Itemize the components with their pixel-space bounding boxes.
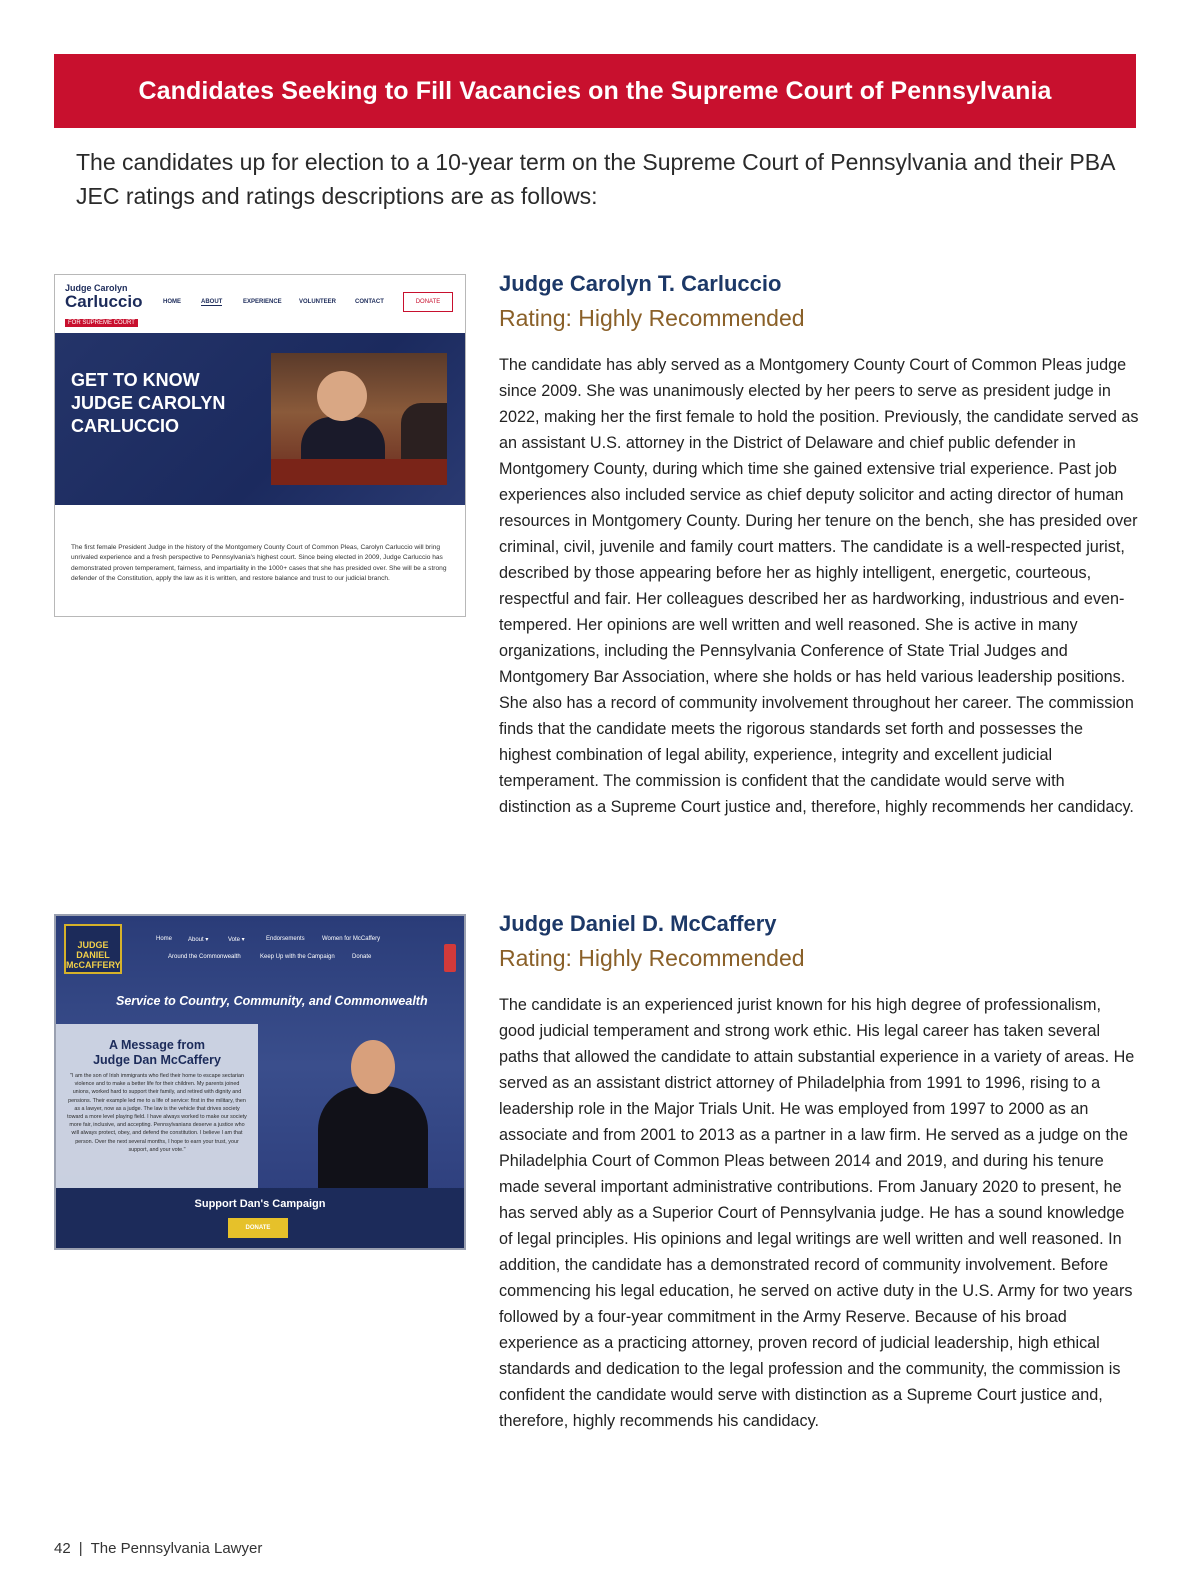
section-banner [54, 54, 1136, 128]
page-number: 42 [54, 1540, 71, 1557]
candidate-name: Judge Daniel D. McCaffery [499, 911, 777, 936]
website-tagline: Service to Country, Community, and Commonwealth [116, 994, 428, 1008]
logo-name-text: Carluccio [65, 292, 143, 311]
message-title-line: A Message from [108, 1038, 206, 1052]
social-icons [444, 944, 456, 972]
candidate-description: The candidate has ably served as a Montgomery County Court of Common Pleas judge since 2009. She was unanimously elected by her peers to serve as president judge in 2022, making her the first female to hold the position. Previously, the candidate served as an assistant U.S. attorney in the District of Delaware and chief public defender in Montgomery County, during which time she gained extensive trial experience. Past job experiences also included service as chief deputy solicitor and acting director of human resources in Montgomery County. During her tenure on the bench, she has presided over criminal, civil, juvenile and family court matters. The candidate is a well-respected jurist, described by those appearing before her as highly intelligent, energetic, courteous, respectful and fair. Her colleagues described her as hardworking, industrious and even-tempered. Her opinions are well written and well reasoned. She is active in many organizations, including the Pennsylvania Conference of State Trial Judges and Montgomery Bar Association, where she holds or has held various leadership positions. She also has a record of community involvement throughout her career. The commission finds that the candidate meets the rigorous standards set forth and possesses the highest combination of legal ability, experience, integrity and excellent judicial temperament. The commission is confident that the candidate would serve with distinction as a Supreme Court justice and, therefore, highly recommends her candidacy. [499, 356, 1139, 816]
hero-heading [71, 369, 225, 438]
section-title: Candidates Seeking to Fill Vacancies on the Supreme Court of Pennsylvania [138, 76, 1052, 105]
photo-robe [318, 1086, 428, 1190]
candidate-photo [271, 353, 447, 485]
nav-keep-up: Keep Up with the Campaign [260, 954, 335, 960]
candidate-description: The candidate is an experienced jurist known for his high degree of professionalism, good judicial temperament and strong work ethic. His legal career has taken several paths that allowed the candidate to attain substantial experience in a variety of areas. He served as an assistant district attorney of Philadelphia from 1991 to 1996, rising to a leadership role in the Major Trials Unit. He was employed from 1997 to 2000 as an associate and from 2001 to 2013 as a partner in a law firm. He served as a judge on the Philadelphia Court of Common Pleas between 2014 and 2019, and during his tenure made several important administrative contributions. From January 2020 to present, he has served ably as a Superior Court of Pennsylvania judge. He has a sound knowledge of legal principles. His opinions and legal writings are well written and well reasoned. In addition, the candidate has a demonstrated record of community involvement. Before commencing his legal education, he served on active duty in the U.S. Army for two years followed by a four-year commitment in the Army Reserve. Because of his broad experience as a practicing attorney, proven record of judicial leadership, high ethical standards and dedication to the legal profession and the community, the commission is confident the candidate would serve with distinction as a Supreme Court justice and, therefore, highly recommends his candidacy. [499, 996, 1135, 1430]
hero-line: GET TO KNOW [71, 370, 200, 390]
donate-button: DONATE [228, 1218, 288, 1238]
mccaffery-website-screenshot [54, 914, 466, 1250]
nav-home: Home [156, 936, 173, 942]
candidate-photo [318, 1040, 428, 1190]
hero-line: CARLUCCIO [71, 416, 179, 436]
website-hero [55, 333, 465, 505]
photo-face [351, 1040, 395, 1094]
nav-around: Around the Commonwealth [168, 954, 241, 960]
message-quote: "I am the son of Irish immigrants who fled their home to escape sectarian violence and to make a better life for their children. My parents joined unions, worked hard to support their family, and retired with dignity and pensions. Their example led me to a life of service: first in the military, then as a lawyer, now as a judge. The law is the vehicle that drives society toward a more level playing field. I have always worked to make our society more fair, inclusive, and accepting. Pennsylvanians deserve a justice who will always protect, obey, and defend the constitution. I believe I am that person. Over the next several months, I hope to earn your trust, your support, and your vote." [67, 1073, 247, 1153]
nav-experience: EXPERIENCE [243, 299, 282, 305]
candidate-rating: Rating: Highly Recommended [499, 945, 805, 971]
logo-tag: FOR SUPREME COURT [65, 319, 138, 327]
donate-button: DONATE [403, 292, 453, 312]
photo-face [317, 371, 367, 421]
website-body-text: The first female President Judge in the history of the Montgomery County Court of Common Pleas, Carolyn Carluccio will bring unrivaled experience and a fresh perspective to Pennsylvania's highest court. Since being elected in 2009, Judge Carluccio has demonstrated proven temperament, fairness, and impartiality in the 1000+ cases that she has presided over. She will be a strong defender of the Constitution, apply the law as it is written, and restore balance and trust to our judicial branch. [71, 544, 447, 583]
nav-endorsements: Endorsements [266, 936, 305, 942]
support-heading: Support Dan's Campaign [194, 1198, 326, 1210]
photo-table [271, 459, 447, 485]
logo-small-text: Judge Carolyn [65, 283, 128, 293]
website-nav [55, 275, 465, 333]
campaign-logo: JUDGE DANIEL McCAFFERY [64, 924, 122, 974]
nav-volunteer: VOLUNTEER [299, 299, 337, 305]
hero-line: JUDGE CAROLYN [71, 393, 226, 413]
footer-separator: | [78, 1540, 83, 1557]
candidate-mccaffery [499, 908, 1139, 1434]
message-title [56, 1038, 258, 1068]
message-box [56, 1024, 258, 1190]
publication-name: The Pennsylvania Lawyer [90, 1540, 263, 1557]
candidate-carluccio [499, 268, 1139, 820]
carluccio-website-screenshot [54, 274, 466, 617]
page-footer [54, 1540, 262, 1557]
nav-donate: Donate [352, 954, 372, 960]
nav-about: About ▾ [188, 937, 209, 943]
nav-contact: CONTACT [355, 299, 384, 305]
message-title-line: Judge Dan McCaffery [93, 1053, 221, 1067]
nav-home: HOME [163, 299, 181, 305]
support-section [56, 1188, 464, 1248]
website-background [56, 916, 464, 1248]
candidate-rating: Rating: Highly Recommended [499, 305, 805, 331]
campaign-logo [65, 283, 142, 329]
nav-vote: Vote ▾ [228, 937, 245, 943]
nav-women: Women for McCaffery [322, 936, 381, 942]
candidate-name: Judge Carolyn T. Carluccio [499, 271, 782, 296]
intro-paragraph: The candidates up for election to a 10-year term on the Supreme Court of Pennsylvania and their PBA JEC ratings and ratings descriptions are as follows: [76, 149, 1115, 209]
nav-about: ABOUT [201, 299, 223, 305]
